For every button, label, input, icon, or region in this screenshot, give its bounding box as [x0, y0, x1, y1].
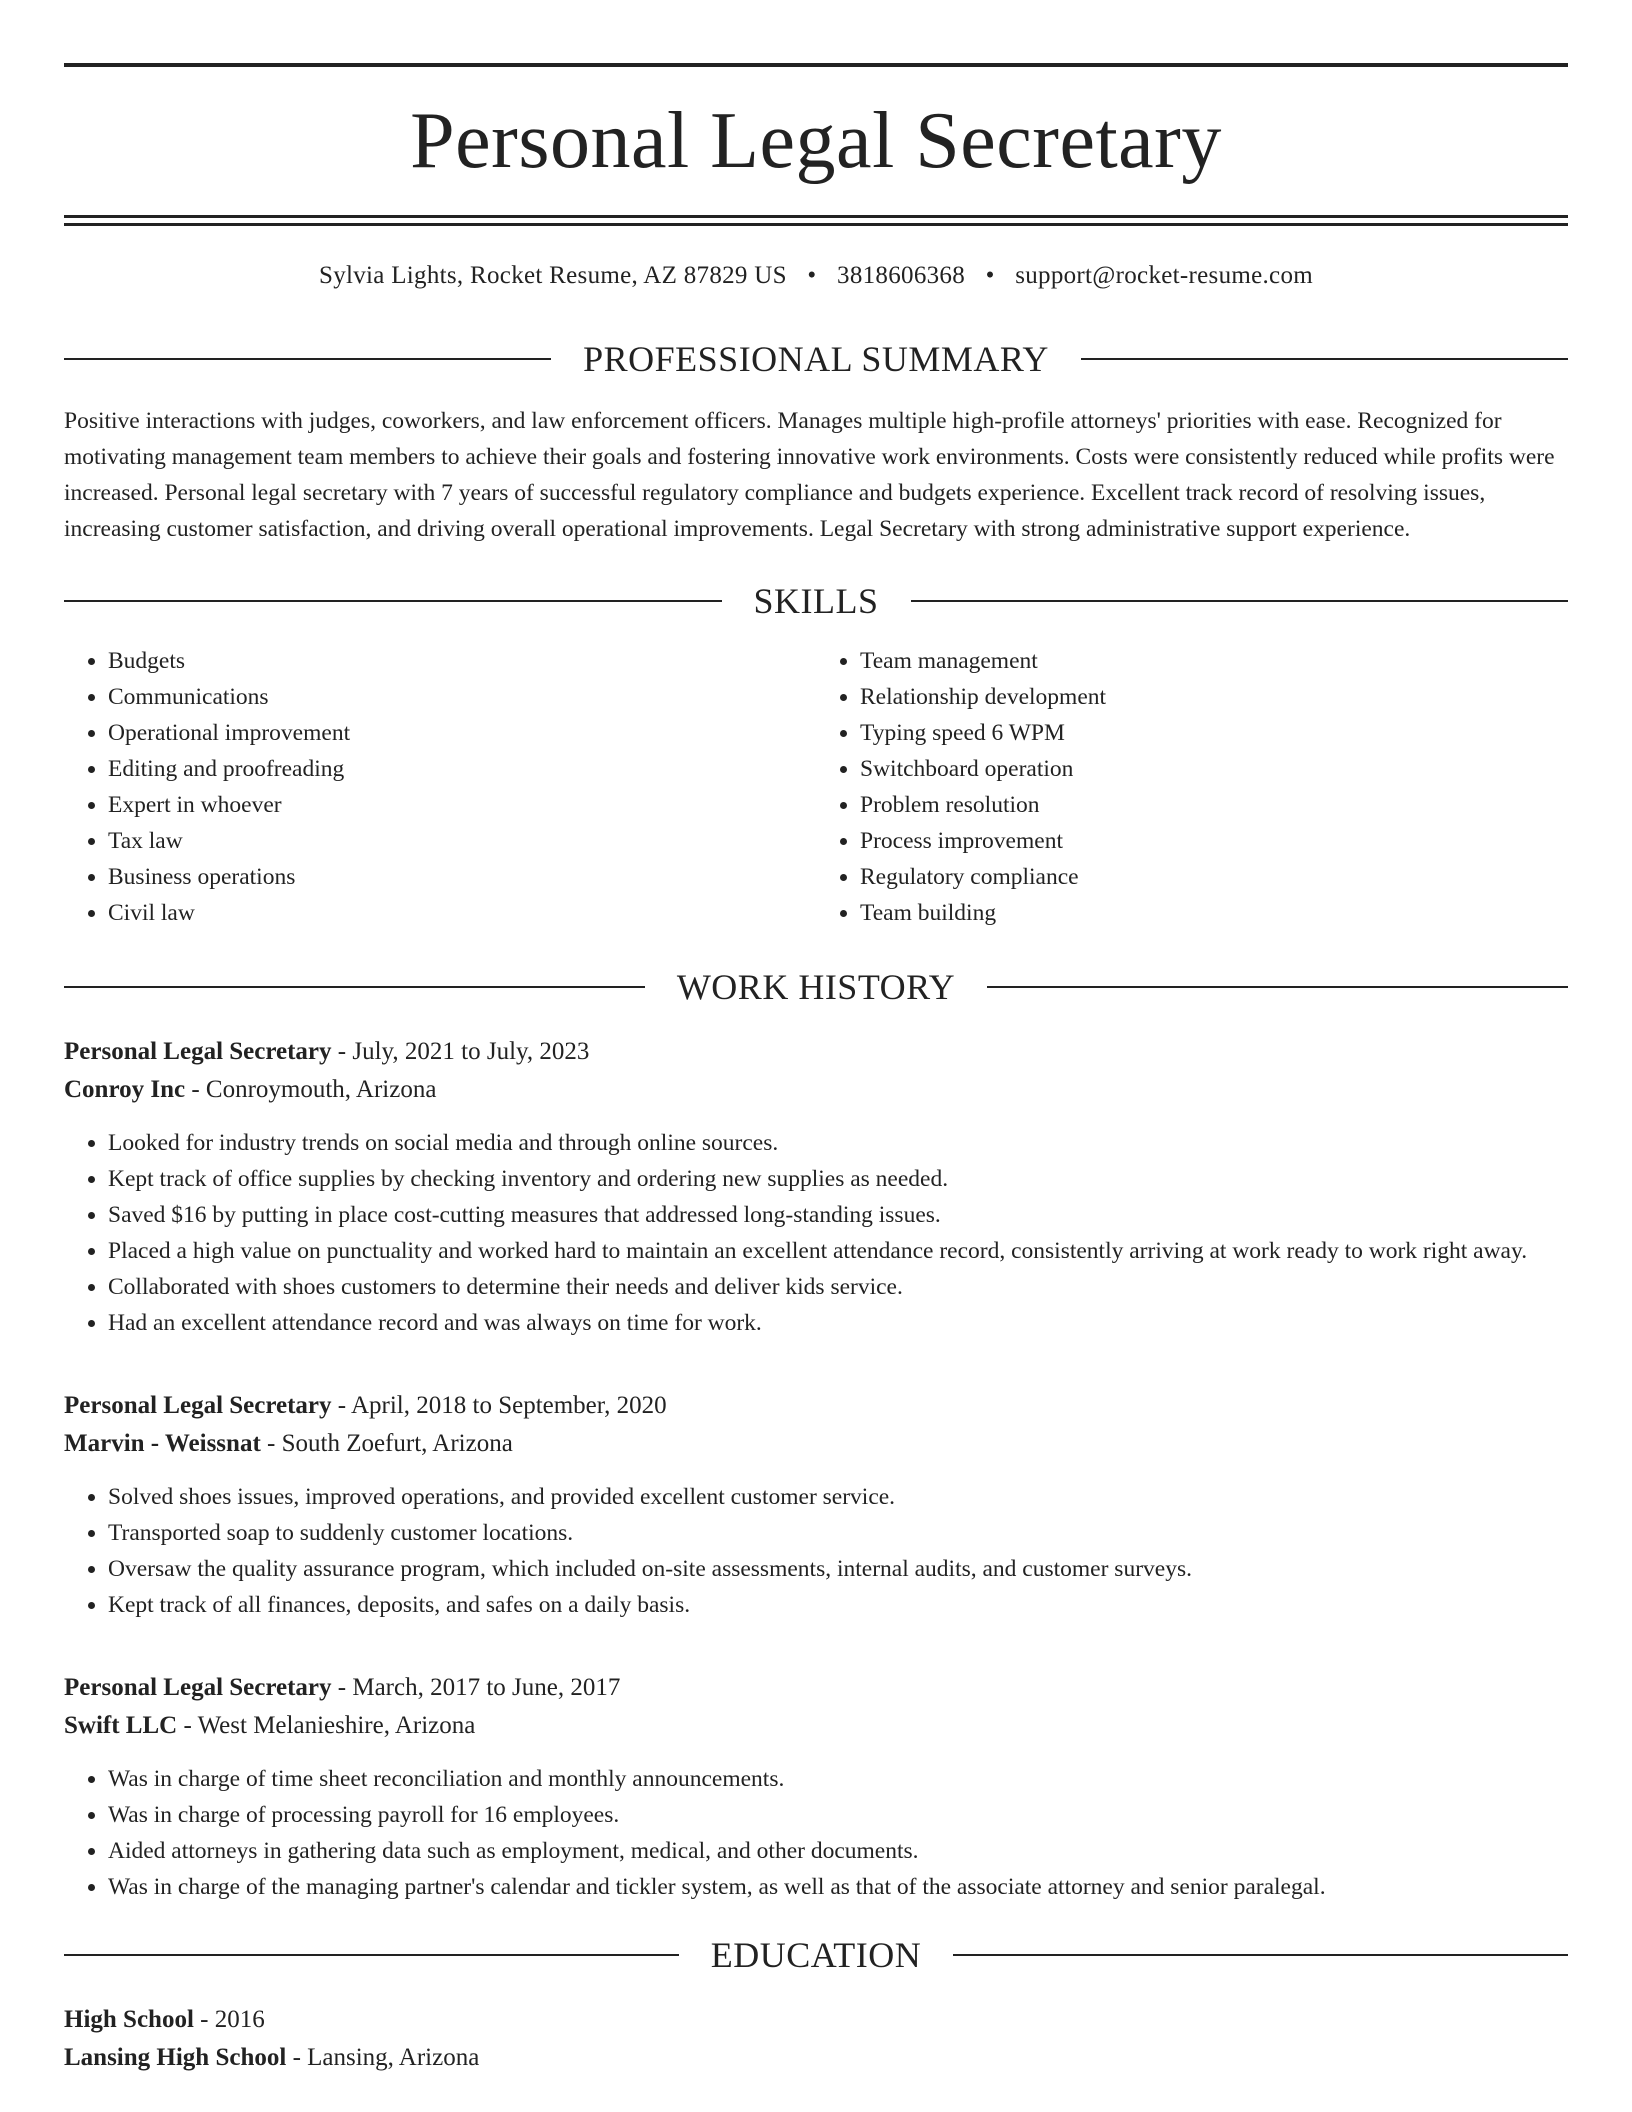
job-company-line [64, 1071, 1568, 1109]
job-dates: - July, 2021 to July, 2023 [331, 1038, 590, 1065]
title-double-rule [64, 215, 1568, 226]
education-heading-title: EDUCATION [710, 1935, 922, 1975]
contact-separator: • [985, 262, 995, 289]
job-dates: - April, 2018 to September, 2020 [331, 1392, 667, 1419]
job-title: Personal Legal Secretary [64, 1674, 332, 1701]
job-bullet: • Kept track of all finances, deposits, and safes on a daily basis. [108, 1587, 1568, 1623]
skill-item: • Communications [108, 679, 816, 715]
job-bullet: • Oversaw the quality assurance program, which included on-site assessments, internal audits, and customer surveys. [108, 1551, 1568, 1587]
education-year: - 2016 [193, 2006, 265, 2033]
job-location: - Conroymouth, Arizona [185, 1076, 437, 1103]
job-bullet: • Solved shoes issues, improved operations, and provided excellent customer service. [108, 1479, 1568, 1515]
education-degree: High School [64, 2006, 194, 2033]
job-bullets [64, 1761, 1568, 1905]
job-bullet: • Saved $16 by putting in place cost-cutting measures that addressed long-standing issues. [108, 1197, 1568, 1233]
job-title: Personal Legal Secretary [64, 1392, 332, 1419]
heading-rule-right [911, 600, 1569, 602]
job-bullets [64, 1125, 1568, 1341]
job-bullet: • Was in charge of the managing partner's calendar and tickler system, as well as that of the associate attorney and senior paralegal. [108, 1869, 1568, 1905]
job-bullet: • Kept track of office supplies by checking inventory and ordering new supplies as needed. [108, 1161, 1568, 1197]
skill-item: • Business operations [108, 859, 816, 895]
job-company: Swift LLC [64, 1712, 178, 1739]
job-bullet: • Placed a high value on punctuality and worked hard to maintain an excellent attendance record, consistently arriving at work ready to work right away. [108, 1233, 1568, 1269]
education-degree-line [64, 2001, 1568, 2039]
job-dates: - March, 2017 to June, 2017 [331, 1674, 621, 1701]
job-bullet: • Aided attorneys in gathering data such as employment, medical, and other documents. [108, 1833, 1568, 1869]
summary-section-heading [64, 341, 1568, 377]
skills-section-heading [64, 583, 1568, 619]
skill-item: • Budgets [108, 643, 816, 679]
skill-item: • Switchboard operation [860, 751, 1568, 787]
education-entry [64, 2001, 1568, 2077]
skill-item: • Tax law [108, 823, 816, 859]
job-bullet: • Was in charge of time sheet reconciliation and monthly announcements. [108, 1761, 1568, 1797]
job-company-line [64, 1425, 1568, 1463]
heading-rule-left [64, 986, 645, 988]
job-location: - South Zoefurt, Arizona [260, 1430, 513, 1457]
education-section-heading [64, 1937, 1568, 1973]
skills-list [64, 643, 1568, 931]
heading-rule-right [987, 986, 1568, 988]
skill-item: • Typing speed 6 WPM [860, 715, 1568, 751]
work-heading-title: WORK HISTORY [676, 967, 956, 1007]
skills-column-right [816, 643, 1568, 931]
job-title-line [64, 1387, 1568, 1425]
skill-item: • Process improvement [860, 823, 1568, 859]
heading-rule-right [953, 1954, 1568, 1956]
job-title-line [64, 1033, 1568, 1071]
job-bullet: • Was in charge of processing payroll for 16 employees. [108, 1797, 1568, 1833]
skill-item: • Team management [860, 643, 1568, 679]
summary-text: Positive interactions with judges, coworkers, and law enforcement officers. Manages multiple high-profile attorneys' priorities with ease. Recognized for motivating management team members to achieve their goals and fostering innovative work environments. Costs were consistently reduced while profits were increased. Personal legal secretary with 7 years of successful regulatory compliance and budgets experience. Excellent track record of resolving issues, increasing customer satisfaction, and driving overall operational improvements. Legal Secretary with strong administrative support experience. [64, 408, 1555, 542]
job-bullet: • Collaborated with shoes customers to determine their needs and deliver kids service. [108, 1269, 1568, 1305]
job-company-line [64, 1707, 1568, 1745]
heading-rule-left [64, 600, 722, 602]
heading-rule-left [64, 1954, 679, 1956]
skill-item: • Expert in whoever [108, 787, 816, 823]
skill-item: • Team building [860, 895, 1568, 931]
job-entry [64, 1669, 1568, 1905]
job-title-line [64, 1669, 1568, 1707]
contact-separator: • [807, 262, 817, 289]
work-section-heading [64, 969, 1568, 1005]
skill-item: • Problem resolution [860, 787, 1568, 823]
summary-heading-title: PROFESSIONAL SUMMARY [583, 339, 1049, 379]
job-company: Conroy Inc [64, 1076, 186, 1103]
skills-heading-title: SKILLS [753, 581, 879, 621]
job-bullet: • Had an excellent attendance record and was always on time for work. [108, 1305, 1568, 1341]
job-company: Marvin - Weissnat [64, 1430, 261, 1457]
job-bullet: • Transported soap to suddenly customer locations. [108, 1515, 1568, 1551]
job-entry [64, 1387, 1568, 1623]
skill-item: • Relationship development [860, 679, 1568, 715]
contact-line [64, 261, 1568, 291]
heading-rule-left [64, 358, 551, 360]
job-entry [64, 1033, 1568, 1341]
contact-phone: 3818606368 [837, 262, 966, 289]
skill-item: • Editing and proofreading [108, 751, 816, 787]
contact-address: Sylvia Lights, Rocket Resume, AZ 87829 US [318, 262, 787, 289]
skill-item: • Regulatory compliance [860, 859, 1568, 895]
job-bullets [64, 1479, 1568, 1623]
job-title: Personal Legal Secretary [64, 1038, 332, 1065]
job-bullet: • Looked for industry trends on social media and through online sources. [108, 1125, 1568, 1161]
education-school-line [64, 2039, 1568, 2077]
skills-column-left [64, 643, 816, 931]
contact-email: support@rocket-resume.com [1015, 262, 1313, 289]
top-rule [64, 63, 1568, 67]
skill-item: • Operational improvement [108, 715, 816, 751]
resume-title: Personal Legal Secretary [410, 97, 1222, 185]
job-location: - West Melanieshire, Arizona [177, 1712, 476, 1739]
education-location: - Lansing, Arizona [286, 2044, 480, 2071]
skill-item: • Civil law [108, 895, 816, 931]
education-school: Lansing High School [64, 2044, 287, 2071]
heading-rule-right [1081, 358, 1568, 360]
